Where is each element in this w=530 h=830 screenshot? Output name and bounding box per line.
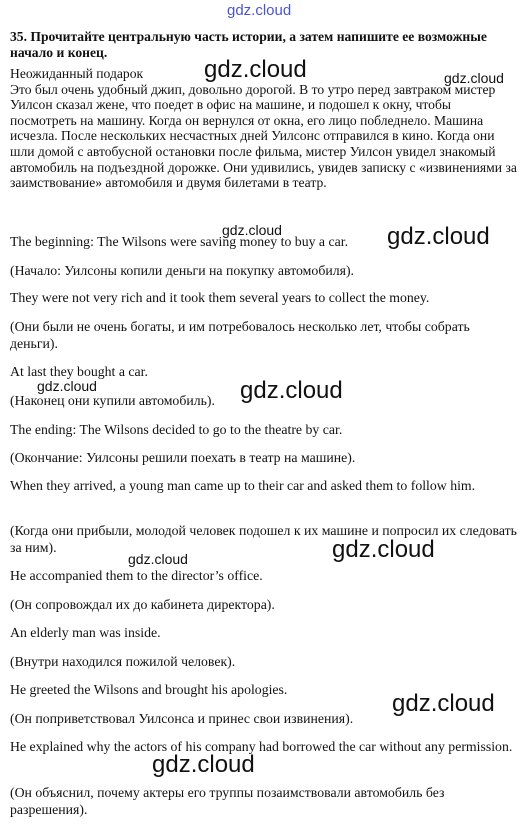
story-title: Неожиданный подарок	[10, 66, 144, 81]
answer-line-ru: (Внутри находился пожилой человек).	[10, 654, 236, 669]
answer-line-en: He greeted the Wilsons and brought his apologies.	[10, 682, 288, 697]
answer-line-ru: (Окончание: Уилсоны решили поехать в театр на машине).	[10, 450, 356, 465]
watermark: gdz.cloud	[152, 751, 255, 778]
answer-line-ru: (Он объяснил, почему актеры его труппы позаимствовали автомобиль без разрешения).	[10, 785, 445, 817]
answer-line-ru: (Наконец они купили автомобиль).	[10, 393, 215, 408]
task-heading: 35. Прочитайте центральную часть истории, а затем напишите ее возможные начало и конец.	[10, 29, 487, 60]
answer-line-ru: (Когда они прибыли, молодой человек подошел к их машине и попросил их следовать за ним).	[10, 523, 517, 555]
answer-line-ru: (Начало: Уилсоны копили деньги на покупку автомобиля).	[10, 263, 354, 278]
watermark: gdz.cloud	[387, 223, 490, 250]
answer-line-ru: (Он поприветствовал Уилсонса и принес свои извинения).	[10, 711, 354, 726]
answer-line-en: He explained why the actors of his company had borrowed the car without any permission.	[10, 739, 513, 754]
answer-line-en: He accompanied them to the director’s office.	[10, 568, 263, 583]
watermark: gdz.cloud	[240, 377, 343, 404]
answer-line-en: The beginning: The Wilsons were saving money to buy a car.	[10, 234, 349, 249]
watermark: gdz.cloud	[222, 222, 282, 238]
answer-line-ru: (Они были не очень богаты, и им потребовалось несколько лет, чтобы собрать деньги).	[10, 319, 470, 351]
watermark: gdz.cloud	[444, 70, 504, 86]
watermark-header: gdz.cloud	[227, 2, 292, 19]
watermark: gdz.cloud	[37, 378, 97, 394]
watermark: gdz.cloud	[332, 536, 435, 563]
answer-line-en: When they arrived, a young man came up to their car and asked them to follow him.	[10, 478, 476, 493]
answer-line-en: The ending: The Wilsons decided to go to the theatre by car.	[10, 422, 343, 437]
watermark: gdz.cloud	[204, 56, 307, 83]
answer-line-en: An elderly man was inside.	[10, 625, 161, 640]
answer-line-en: They were not very rich and it took them several years to collect the money.	[10, 290, 430, 305]
watermark: gdz.cloud	[128, 551, 188, 567]
story-body: Это был очень удобный джип, довольно дорогой. В то утро перед завтраком мистер Уилсон сказал жене, что поедет в офис на машине, и подошел к окну, чтобы посмотреть на машину. Когда он вернулся от окна, его лицо побледнело. Машина исчезла. После нескольких несчастных дней Уилсонс отправился в кино. Когда они шли домой с автобусной остановки после фильма, мистер Уилсон увидел знакомый автомобиль на подъездной дорожке. Они удивились, увидев записку с «извинениями за заимствование» автомобиля и двумя билетами в театр.	[10, 81, 517, 191]
answer-line-ru: (Он сопровождал их до кабинета директора).	[10, 597, 275, 612]
watermark: gdz.cloud	[392, 690, 495, 717]
answer-line-en: At last they bought a car.	[10, 364, 148, 379]
